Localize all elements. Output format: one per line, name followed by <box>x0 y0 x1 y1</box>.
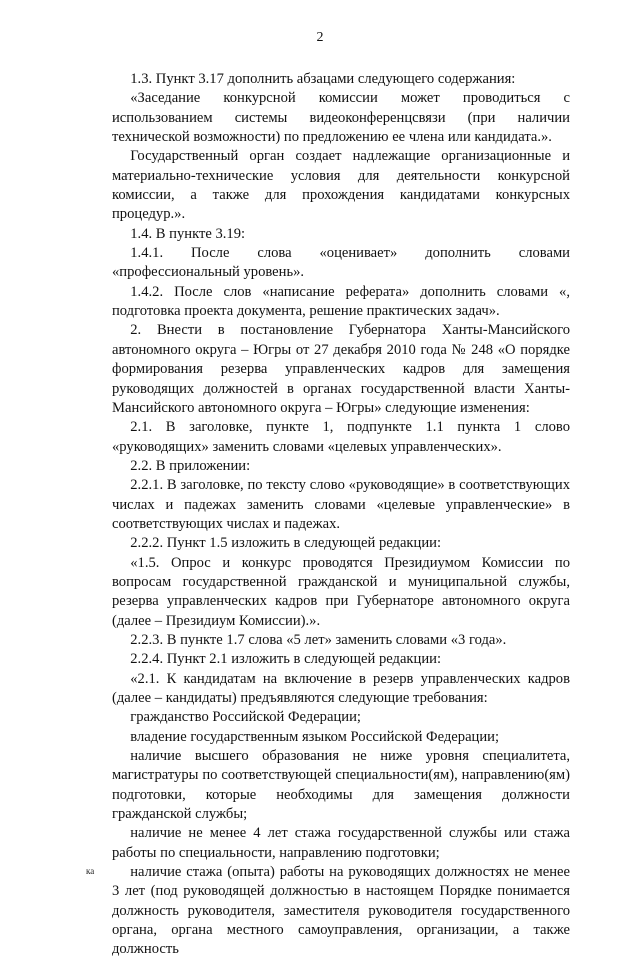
paragraph-state-body: Государственный орган создает надлежащие организационные и материально-технические условия для деятельности конкурсной комиссии, а также для прохождения кандидатами конкурсных процедур.». <box>112 148 570 223</box>
paragraph-2-2-2: 2.2.2. Пункт 1.5 изложить в следующей редакции: <box>130 535 442 552</box>
list-item-service-experience: наличие не менее 4 лет стажа государственной службы или стажа работы по специальности, направлению подготовки; <box>112 825 570 861</box>
paragraph-2: 2. Внести в постановление Губернатора Ханты-Мансийского автономного округа – Югры от 27 декабря 2010 года № 248 «О порядке формирования резерва управленческих кадров для замещения руководящих должностей в органах государственной власти Ханты-Мансийского автономного округа – Югры» следующие изменения: <box>112 322 570 416</box>
paragraph-2-2-3: 2.2.3. В пункте 1.7 слова «5 лет» заменить словами «3 года». <box>130 631 507 648</box>
paragraph-quote-1-5: «1.5. Опрос и конкурс проводятся Президиумом Комиссии по вопросам государственной гражданской и муниципальной службы, резерва управленческих кадров при Губернаторе автономного округа (далее – Президиум Комиссии).». <box>112 554 570 629</box>
list-item-citizenship: гражданство Российской Федерации; <box>130 709 361 726</box>
paragraph-1-3: 1.3. Пункт 3.17 дополнить абзацами следующего содержания: <box>130 71 516 87</box>
paragraph-2-2-4: 2.2.4. Пункт 2.1 изложить в следующей редакции: <box>130 651 442 668</box>
paragraph-1-4-2: 1.4.2. После слов «написание реферата» дополнить словами «, подготовка проекта документа, решение практических задач». <box>112 283 570 320</box>
paragraph-2-1: 2.1. В заголовке, пункте 1, подпункте 1.1 пункта 1 слово «руководящих» заменить словами «целевых управленческих». <box>112 419 570 455</box>
paragraph-1-4-1: 1.4.1. После слова «оценивает» дополнить словами «профессиональный уровень». <box>112 245 570 281</box>
paragraph-2-2-1: 2.2.1. В заголовке, по тексту слово «руководящие» в соответствующих числах и падежах заменить словами «целевые управленческие» в соответствующих числах и падежах. <box>112 477 570 532</box>
paragraph-2-2: 2.2. В приложении: <box>130 457 251 474</box>
document-body <box>112 70 570 960</box>
paragraph-quote-2-1: «2.1. К кандидатам на включение в резерв управленческих кадров (далее – кандидаты) предъявляются следующие требования: <box>112 670 570 706</box>
footer-mark: ка <box>86 866 95 876</box>
page-number: 2 <box>316 30 324 45</box>
list-item-management-experience: наличие стажа (опыта) работы на руководящих должностях не менее 3 лет (под руководящей должностью в настоящем Порядке понимается должность руководителя, заместителя руководителя государственного органа, органа местного самоуправления, организации, а также должность <box>112 864 570 958</box>
paragraph-1-4: 1.4. В пункте 3.19: <box>130 225 246 242</box>
list-item-education: наличие высшего образования не ниже уровня специалитета, магистратуры по соответствующей специальности(ям), направлению(ям) подготовки, которые необходимы для замещения должности гражданской службы; <box>112 748 570 823</box>
list-item-language: владение государственным языком Российской Федерации; <box>130 728 500 745</box>
paragraph-quote-meeting: «Заседание конкурсной комиссии может проводиться с использованием системы видеоконференцсвязи (при наличии технической возможности) по предложению ее члена или кандидата.». <box>112 90 570 146</box>
